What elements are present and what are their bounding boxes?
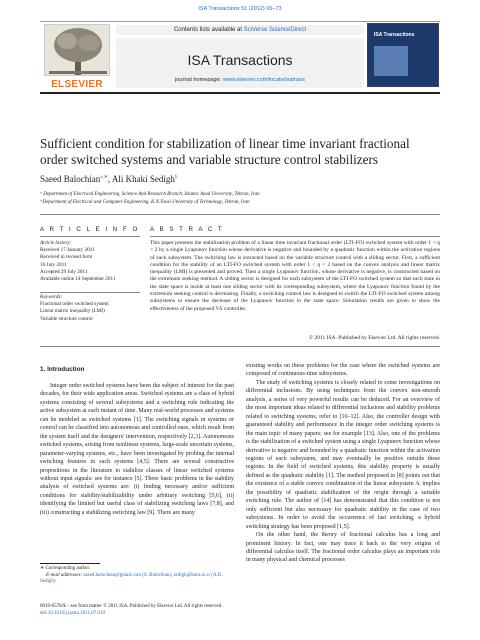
abstract-heading: A B S T R A C T bbox=[150, 226, 224, 233]
keywords bbox=[40, 294, 140, 323]
body-column-right bbox=[246, 362, 440, 565]
keyword-item: Fractional order switched system bbox=[40, 301, 109, 308]
contents-prefix: Contents lists available at bbox=[173, 27, 244, 33]
keywords-divider bbox=[40, 292, 140, 293]
history-item: Available online 14 September 2011 bbox=[40, 276, 116, 283]
issn-text: 0019-0578/$ – see front matter © 2011 ISA. Published by Elsevier Ltd. All rights reserved. bbox=[40, 604, 223, 609]
author-2[interactable]: , Ali Khaki Sedigh bbox=[107, 174, 175, 184]
history-item: Accepted 29 July 2011 bbox=[40, 268, 88, 275]
history-label: Article history: bbox=[40, 240, 72, 246]
journal-citation[interactable]: ISA Transactions 51 (2012) 65–73 bbox=[198, 6, 282, 12]
footnote-email-label: E-mail addresses: bbox=[46, 572, 84, 578]
elsevier-tree-icon bbox=[44, 24, 110, 76]
keywords-label: Keywords: bbox=[40, 294, 63, 300]
contents-line bbox=[116, 25, 364, 35]
section-heading-introduction: 1. Introduction bbox=[40, 366, 85, 373]
issn-line bbox=[40, 604, 440, 617]
author-1[interactable]: Saeed Balochian bbox=[40, 174, 101, 184]
abstract-text: This paper presents the stabilization problem of a linear time invariant fractional order (LTI-FO) switched system with order 1 < q < 2 by a single Lyapunov function whose derivative is negative and bounded by a quadratic function within the activation regions of each subsystem. The switching law is extracted based on the variable structure control with a sliding sector. First, a sufficient condition for the stability of an LTI-FO switched system with order 1 < q < 2 based on the convex analysis and linear matrix inequality (LMI) is presented and proved. Then a single Lyapunov function, whose derivative is negative, is constructed based on the extremum seeking method. A sliding sector is designed for each subsystem of the LTI-FO switched system so that each state in the state space is inside at least one sliding sector with its corresponding subsystem, where the Lyapunov function found by the extremum seeking control is decreasing. Finally, a switching control law is designed to switch the LTI-FO switched system among subsystems to ensure the decrease of the Lyapunov function in the state space. Simulation results are given to show the effectiveness of the proposed VS controller. bbox=[150, 240, 440, 312]
abstract-divider bbox=[150, 236, 440, 237]
footnote bbox=[40, 566, 234, 586]
body-paragraph: Integer order switched systems have been the subject of interest for the past decades, for their wide application areas. Switched systems are a class of hybrid systems consisting of several subsystems and a switching rule indicating the active subsystem at each instant of time. Many real-world processes and systems can be modeled as switched systems [1]. The switching signals in systems or control can be classified into autonomous and controlled ones, which result from the system itself and the designers' intervention, respectively [2,3]. Autonomous switched systems, arising from nonlinear systems, large-scale uncertain systems, parameter-varying systems, etc., have been investigated by probing the internal switching features in such systems [4,5]. There are several constructive propositions in the literature to stabilize classes of linear switched systems without input signals: see for instance [5]. Three basic problems in the stability analysis of switched systems are: (i) finding necessary and/or sufficient conditions for stability/stabilizability under arbitrary switching [5,6], (ii) identifying the limited but useful class of stabilizing switching laws [7,8], and (iii) constructing a stabilizing switching law [9]. There are many bbox=[40, 383, 234, 516]
article-info-heading: A R T I C L E I N F O bbox=[40, 226, 140, 233]
sciencedirect-link[interactable]: SciVerse ScienceDirect bbox=[243, 27, 307, 33]
article-history bbox=[40, 240, 140, 283]
keyword-item: Linear matrix inequality (LMI) bbox=[40, 308, 105, 315]
body-paragraph: On the other hand, the theory of fractional calculus has a long and prominent history. In fact, one may trace it back to the very origins of differential calculus itself. The fractional order calculus plays an important role in many physical and chemical processes bbox=[246, 532, 440, 564]
abstract-copyright: © 2011 ISA. Published by Elsevier Ltd. All rights reserved. bbox=[308, 335, 440, 341]
elsevier-logo[interactable] bbox=[40, 23, 114, 93]
affiliation-b: ᵇ Department of Electrical and Computer Engineering, K.N.Toosi University of Technology, Tehran, Iran bbox=[40, 199, 250, 205]
header-divider bbox=[40, 92, 440, 94]
journal-title: ISA Transactions bbox=[187, 52, 293, 68]
doi-link[interactable]: doi:10.1016/j.isatra.2011.07.010 bbox=[40, 610, 105, 616]
author-list bbox=[40, 174, 440, 184]
journal-homepage bbox=[116, 77, 364, 83]
body-column-left bbox=[40, 382, 234, 517]
affiliation-a: ᵃ Department of Electrical Engineering, Science And Research Branch, Islamic Azad University, Tehran, Iran bbox=[40, 192, 260, 197]
footnote-divider bbox=[40, 563, 100, 564]
cover-title: ISA Transactions bbox=[374, 32, 415, 38]
journal-cover-image[interactable] bbox=[367, 23, 439, 87]
author-1-affiliation-mark[interactable]: a,∗ bbox=[100, 175, 108, 180]
homepage-link[interactable]: www.elsevier.com/locate/isatrans bbox=[222, 77, 305, 83]
affiliations bbox=[40, 191, 440, 206]
footnote-email-links[interactable]: saeed.balochian@gmail.com (S. Balochian), sedigh@kntu.ac.ir (A.K. Sedigh). bbox=[40, 572, 223, 585]
body-paragraph: The study of switching systems is closely related to some investigations on differential inclusions. By using techniques from the convex non-smooth analysis, a series of very powerful results can be deduced. For an overview of the most important ideas related to differential inclusions and stability problems related to switching systems, refer to [10–12]. Also, the controller design with guaranteed stability and performance in the integer order switching systems is the main topic of many papers; see for example [13]. Also, one of the problems is the stabilization of a switched system using a single Lyapunov function whose derivative is negative and bounded by a quadratic function within the activation regions of each subsystem, and may eventually be positive outside these regions. In the field of switched systems, this stability property is usually defined as the quadratic stability [1]. The method proposed in [8] points out that the existence of a stable convex combination of the linear subsystem Aᵢ implies the possibility of quadratic stabilization of the origin through a suitable switching rule. The author of [14] has demonstrated that this condition is not only sufficient but also necessary for quadratic stability in the case of two subsystems. In order to avoid the occurrence of fast switching, a hybrid switching strategy has been proposed [1,5]. bbox=[246, 379, 440, 530]
keyword-item: Variable structure control bbox=[40, 315, 93, 322]
cover-graphic bbox=[374, 46, 408, 76]
article-info-divider bbox=[40, 236, 140, 237]
history-item: Received 17 January 2011 bbox=[40, 247, 95, 254]
history-item: 16 July 2011 bbox=[40, 261, 67, 268]
author-2-affiliation-mark[interactable]: b bbox=[174, 175, 178, 180]
homepage-prefix: journal homepage: bbox=[175, 77, 223, 83]
affiliation-divider bbox=[40, 214, 440, 215]
body-paragraph: existing works on these problems for the case where the switched systems are composed of continuous-time subsystems. bbox=[246, 363, 440, 378]
abstract-bottom-divider bbox=[40, 346, 440, 347]
elsevier-wordmark: ELSEVIER bbox=[51, 79, 103, 90]
article-title: Sufficient condition for stabilization of linear time invariant fractional order switched systems and variable structure control stabilizers bbox=[40, 136, 410, 167]
history-item: Received in revised form bbox=[40, 254, 93, 261]
footnote-corresponding: ∗ Corresponding author. bbox=[40, 566, 91, 571]
